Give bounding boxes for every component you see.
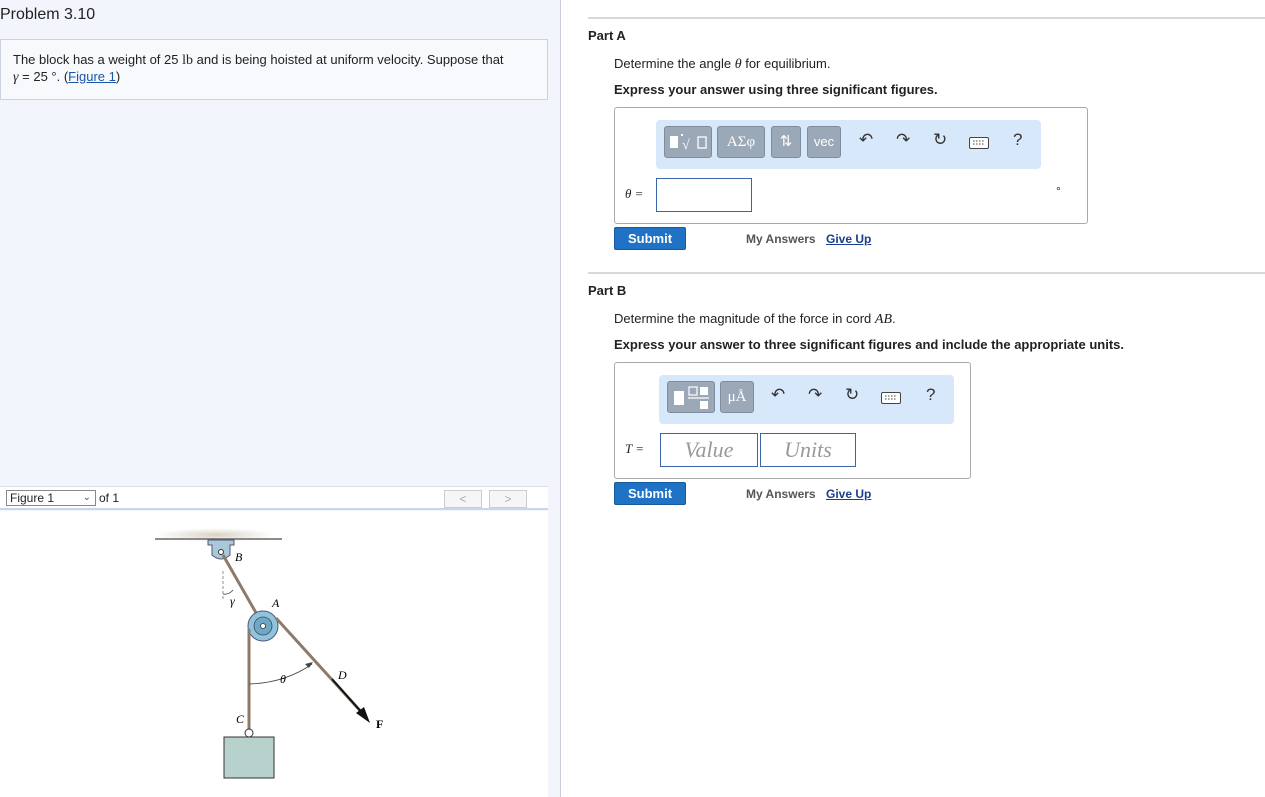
label-c: C [236,712,245,726]
units-button[interactable]: μÅ [720,381,754,413]
part-b-my-answers-link[interactable]: My Answers [746,487,816,501]
gamma-symbol: γ [13,70,19,85]
figure-select-value: Figure 1 [10,491,55,505]
part-a-unit: ° [1056,184,1061,198]
greek-symbols-button[interactable]: ΑΣφ [717,126,765,158]
part-a-divider [588,17,1265,19]
help-icon[interactable]: ? [1013,130,1023,149]
templates-button[interactable] [664,126,712,158]
figure-area [0,511,548,797]
part-a-prompt-var: θ [734,57,742,72]
part-b-divider [588,272,1265,274]
reset-icon[interactable]: ↻ [933,130,948,149]
svg-text:√: √ [682,138,690,153]
ring-c [245,729,253,737]
redo-icon[interactable]: ↷ [808,385,823,404]
figure-link[interactable]: Figure 1 [68,69,116,84]
undo-icon[interactable]: ↶ [859,130,874,149]
part-b-prompt-var: AB [874,312,892,327]
label-d: D [338,668,347,682]
value-input[interactable]: Value [660,433,758,467]
close-paren: ) [115,69,121,84]
chevron-down-icon: ⌄ [82,492,91,503]
part-a-prompt-pre: Determine the angle [614,56,732,71]
part-a-variable-label: θ = [625,186,644,201]
templates-icon [665,127,711,157]
label-b: B [235,550,243,564]
figure-select[interactable] [6,490,96,506]
part-b-title: Part B [588,283,627,298]
part-a-answer-box [614,107,1088,224]
theta-arc-arrowhead [305,662,313,668]
part-b-prompt-post: . [892,311,896,326]
figure-diagram [0,511,548,797]
part-a-instructions: Express your answer using three significant figures. [614,82,938,97]
next-figure-button[interactable]: > [489,490,527,508]
problem-title: Problem 3.10 [0,6,96,23]
part-b-instructions: Express your answer to three significant figures and include the appropriate units. [614,337,1124,352]
label-theta: θ [280,672,286,686]
part-a-answer-input[interactable] [656,178,752,212]
prev-figure-button[interactable]: < [444,490,482,508]
part-a-title: Part A [588,28,626,43]
fraction-templates-icon [668,382,714,412]
statement-rest: and is being hoisted at uniform velocity. Suppose that [196,52,504,67]
keyboard-icon[interactable] [969,134,989,154]
problem-statement [0,39,548,100]
answer-pane [562,0,1265,797]
block [224,737,274,778]
part-b-answer-box [614,362,971,479]
part-b-give-up-link[interactable]: Give Up [826,487,872,501]
problem-pane [0,0,561,797]
statement-text: The block has a weight of 25 [13,52,179,67]
part-b-variable-label: T = [625,441,645,456]
part-a-prompt [614,56,830,73]
figure-toolbar [0,486,548,510]
part-b-prompt-pre: Determine the magnitude of the force in cord [614,311,872,326]
vec-button[interactable]: vec [807,126,841,158]
part-a-prompt-post: for equilibrium. [745,56,831,71]
part-b-toolbar [659,375,954,424]
units-input[interactable]: Units [760,433,856,467]
part-b-submit-button[interactable]: Submit [614,482,686,505]
figure-count: of 1 [99,491,120,505]
part-a-my-answers-link[interactable]: My Answers [746,232,816,246]
gamma-value: = 25 °. ( [18,69,69,84]
force-f-shaft [332,679,364,715]
reset-icon[interactable]: ↻ [845,385,860,404]
part-a-toolbar [656,120,1041,169]
keyboard-icon[interactable] [881,389,901,409]
help-icon[interactable]: ? [926,385,936,404]
part-a-submit-button[interactable]: Submit [614,227,686,250]
redo-icon[interactable]: ↷ [896,130,911,149]
label-f: F [376,717,384,731]
part-a-give-up-link[interactable]: Give Up [826,232,872,246]
pin-a [261,624,266,629]
label-gamma: γ [230,594,235,608]
fraction-templates-button[interactable] [667,381,715,413]
arrows-button[interactable]: ⇅ [771,126,801,158]
label-a: A [272,596,280,610]
part-b-prompt [614,311,896,328]
undo-icon[interactable]: ↶ [771,385,786,404]
statement-unit: lb [182,53,194,68]
pin-b [219,550,224,555]
